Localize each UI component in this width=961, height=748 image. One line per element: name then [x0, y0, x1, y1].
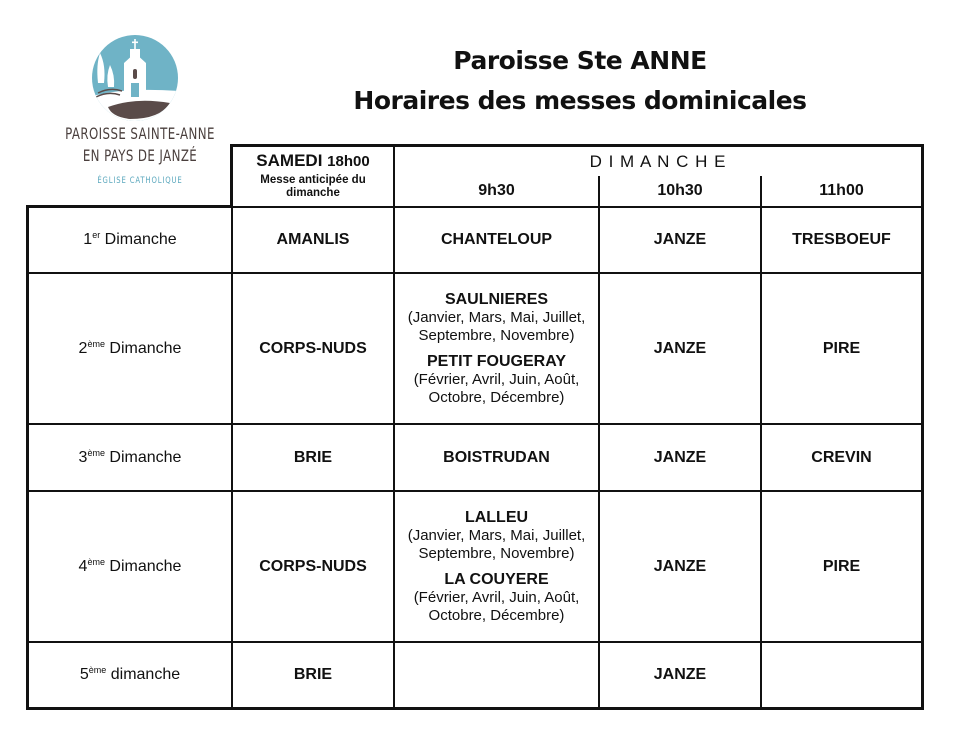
location-name: JANZE	[653, 666, 707, 683]
week-label	[79, 558, 182, 576]
location-name: LA COUYERE	[444, 570, 549, 588]
sunday-1100-location-cell	[762, 492, 921, 641]
logo-text-location: EN PAYS DE JANZÉ	[82, 146, 198, 165]
ordinal-suffix: ème	[87, 556, 105, 567]
saturday-location-cell	[233, 274, 393, 423]
location-name: CORPS-NUDS	[259, 339, 367, 357]
months-note: (Janvier, Mars, Mai, Juillet, Septembre, Novembre)	[407, 526, 586, 562]
location-name: BOISTRUDAN	[443, 448, 550, 466]
table-border	[921, 144, 924, 710]
logo-text-parish: PAROISSE SAINTE-ANNE	[65, 124, 215, 143]
saturday-time: 18h00	[327, 153, 370, 170]
months-note: (Février, Avril, Juin, Août, Octobre, Décembre)	[413, 588, 580, 624]
week-label-cell	[29, 208, 231, 272]
logo-text-church: ÉGLISE CATHOLIQUE	[97, 176, 183, 186]
location-name: JANZE	[653, 339, 707, 357]
location-name: CHANTELOUP	[440, 231, 553, 248]
months-note: (Février, Avril, Juin, Août, Octobre, Décembre)	[413, 370, 580, 406]
location-name: BRIE	[293, 448, 333, 466]
sunday-1030-location-cell	[600, 643, 760, 707]
sunday-header	[395, 147, 921, 176]
week-word: Dimanche	[104, 448, 182, 466]
sunday-1030-location-cell	[600, 425, 760, 490]
week-number: 3	[78, 448, 88, 466]
week-word: dimanche	[106, 666, 181, 683]
saturday-location-cell	[233, 492, 393, 641]
saturday-location-cell	[233, 643, 393, 707]
saturday-label: SAMEDI	[256, 151, 323, 170]
location-name: PIRE	[822, 339, 861, 357]
week-word: Dimanche	[104, 557, 182, 575]
sunday-930-location-cell	[395, 643, 598, 707]
sunday-1100-location-cell	[762, 274, 921, 423]
saturday-header	[233, 147, 393, 206]
week-label-cell	[29, 492, 231, 641]
ordinal-suffix: ème	[88, 665, 107, 675]
location-name: CORPS-NUDS	[259, 557, 367, 575]
location-name: SAULNIERES	[444, 290, 549, 308]
location-name: LALLEU	[464, 508, 529, 526]
saturday-note: Messe anticipée du dimanche	[260, 174, 366, 199]
saturday-location-cell	[233, 208, 393, 272]
sunday-1100-location-cell	[762, 208, 921, 272]
ordinal-suffix: ème	[87, 447, 105, 458]
time-header-930	[395, 176, 598, 206]
time-label: 9h30	[478, 182, 515, 199]
location-name: PIRE	[822, 557, 861, 575]
week-number: 1	[83, 231, 93, 248]
week-label	[79, 340, 182, 358]
location-name: BRIE	[293, 666, 333, 683]
ordinal-suffix: er	[92, 230, 101, 240]
page-subtitle: Horaires des messes dominicales	[353, 86, 807, 115]
week-label	[83, 231, 176, 249]
months-note: (Janvier, Mars, Mai, Juillet, Septembre, Novembre)	[407, 308, 586, 344]
sunday-930-location-cell	[395, 274, 598, 423]
location-name: JANZE	[653, 557, 707, 575]
sunday-1030-location-cell	[600, 208, 760, 272]
location-name: AMANLIS	[276, 231, 350, 248]
time-label: 10h30	[657, 182, 703, 199]
week-word: Dimanche	[100, 231, 177, 248]
time-label: 11h00	[819, 182, 864, 199]
ordinal-suffix: ème	[87, 338, 105, 349]
week-number: 4	[78, 557, 88, 575]
page-title: Paroisse Ste ANNE	[453, 46, 707, 75]
time-header-1030	[600, 176, 760, 206]
location-name: TRESBOEUF	[792, 231, 891, 248]
week-label-cell	[29, 643, 231, 707]
time-header-1100	[762, 176, 921, 206]
church-logo-icon	[90, 35, 180, 121]
saturday-header-title	[256, 151, 369, 171]
week-number: 2	[78, 339, 88, 357]
location-name: JANZE	[653, 231, 707, 248]
location-name: PETIT FOUGERAY	[427, 352, 566, 370]
week-label-cell	[29, 274, 231, 423]
week-number: 5	[79, 666, 89, 683]
sunday-930-location-cell	[395, 492, 598, 641]
week-label	[79, 449, 182, 467]
week-label-cell	[29, 425, 231, 490]
sunday-1100-location-cell	[762, 425, 921, 490]
sunday-header-label: D I M A N C H E	[589, 151, 727, 171]
week-label	[80, 666, 180, 684]
table-border	[26, 707, 924, 710]
location-name: JANZE	[653, 448, 707, 466]
saturday-location-cell	[233, 425, 393, 490]
week-word: Dimanche	[104, 339, 182, 357]
sunday-1100-location-cell	[762, 643, 921, 707]
sunday-930-location-cell	[395, 208, 598, 272]
sunday-1030-location-cell	[600, 492, 760, 641]
location-name: CREVIN	[811, 448, 872, 466]
sunday-930-location-cell	[395, 425, 598, 490]
parish-logo	[90, 35, 180, 121]
sunday-1030-location-cell	[600, 274, 760, 423]
